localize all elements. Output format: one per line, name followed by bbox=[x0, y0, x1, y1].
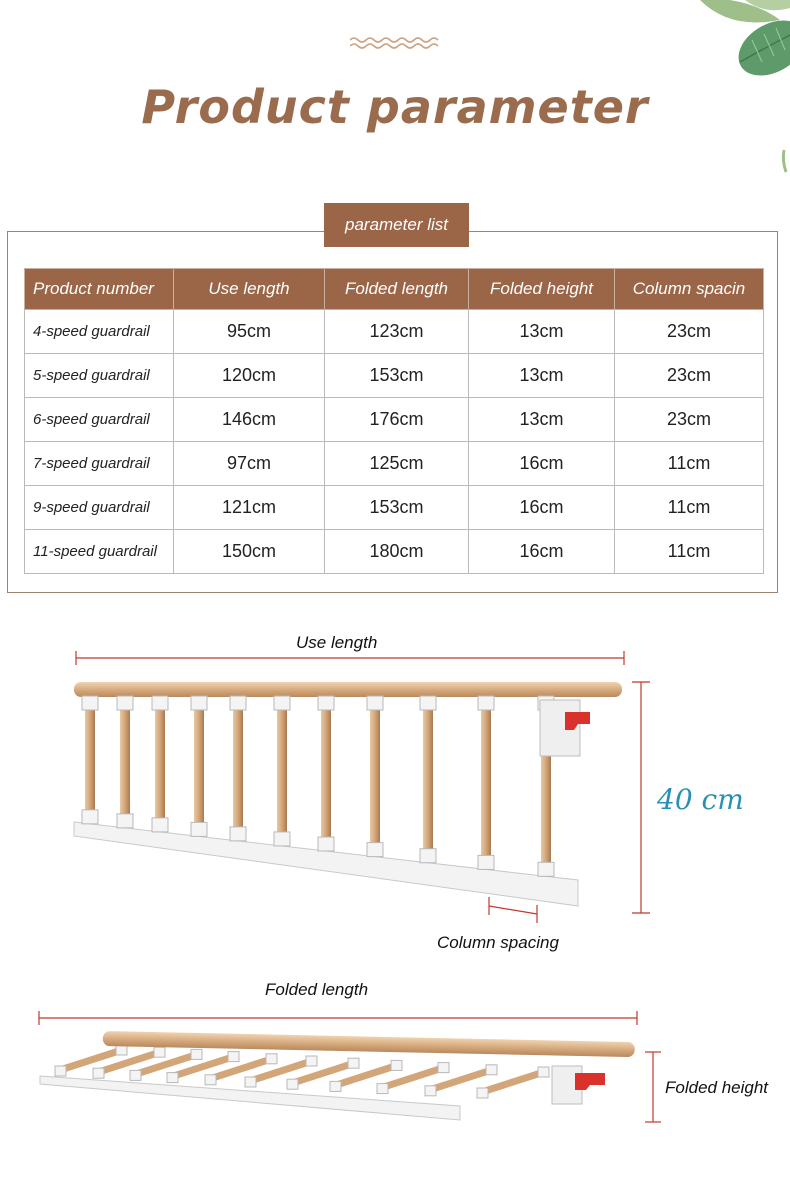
folded-length-label: Folded length bbox=[265, 980, 369, 999]
column-header: Column spacin bbox=[615, 269, 764, 310]
folded-slat bbox=[55, 1045, 127, 1076]
table-cell: 9-speed guardrail bbox=[25, 486, 174, 530]
guardrail-post bbox=[367, 696, 383, 857]
use-length-dimension-line bbox=[76, 651, 624, 665]
column-header: Folded height bbox=[469, 269, 615, 310]
parameter-list-tab: parameter list bbox=[324, 203, 469, 247]
table-cell: 11cm bbox=[615, 442, 764, 486]
table-cell: 95cm bbox=[174, 310, 325, 354]
guardrail-post bbox=[117, 696, 133, 828]
table-cell: 176cm bbox=[325, 398, 469, 442]
guardrail-post bbox=[478, 696, 494, 869]
guardrail-post bbox=[152, 696, 168, 832]
table-cell: 16cm bbox=[469, 442, 615, 486]
table-cell: 153cm bbox=[325, 354, 469, 398]
table-cell: 7-speed guardrail bbox=[25, 442, 174, 486]
folded-slat bbox=[205, 1054, 277, 1085]
page-title: Product parameter bbox=[141, 80, 649, 134]
column-header: Use length bbox=[174, 269, 325, 310]
guardrail-post bbox=[191, 696, 207, 836]
table-cell: 4-speed guardrail bbox=[25, 310, 174, 354]
table-cell: 146cm bbox=[174, 398, 325, 442]
guardrail-post bbox=[274, 696, 290, 846]
guardrail-post bbox=[318, 696, 334, 851]
column-header: Product number bbox=[25, 269, 174, 310]
table-cell: 23cm bbox=[615, 398, 764, 442]
height-dimension-line bbox=[632, 682, 650, 913]
table-cell: 11cm bbox=[615, 530, 764, 574]
height-label: 40 cm bbox=[657, 783, 744, 816]
column-header: Folded length bbox=[325, 269, 469, 310]
table-cell: 5-speed guardrail bbox=[25, 354, 174, 398]
table-cell: 11-speed guardrail bbox=[25, 530, 174, 574]
table-cell: 16cm bbox=[469, 530, 615, 574]
use-length-label: Use length bbox=[296, 633, 378, 652]
table-cell: 120cm bbox=[174, 354, 325, 398]
table-cell: 121cm bbox=[174, 486, 325, 530]
column-spacing-marker bbox=[489, 897, 537, 923]
folded-height-label: Folded height bbox=[665, 1078, 769, 1097]
guardrail-post bbox=[230, 696, 246, 841]
folded-height-dimension-line bbox=[645, 1052, 661, 1122]
guardrail-upright-illustration bbox=[74, 682, 622, 906]
folded-slat bbox=[167, 1052, 239, 1083]
guardrail-post bbox=[82, 696, 98, 824]
table-cell: 6-speed guardrail bbox=[25, 398, 174, 442]
table-cell: 123cm bbox=[325, 310, 469, 354]
table-cell: 16cm bbox=[469, 486, 615, 530]
table-cell: 11cm bbox=[615, 486, 764, 530]
table-cell: 13cm bbox=[469, 354, 615, 398]
guardrail-folded-illustration bbox=[40, 1031, 635, 1120]
folded-slat bbox=[130, 1049, 202, 1080]
folded-slat bbox=[93, 1047, 165, 1078]
table-cell: 180cm bbox=[325, 530, 469, 574]
table-cell: 97cm bbox=[174, 442, 325, 486]
folded-length-dimension-line bbox=[39, 1011, 637, 1025]
table-cell: 23cm bbox=[615, 310, 764, 354]
table-cell: 23cm bbox=[615, 354, 764, 398]
table-cell: 13cm bbox=[469, 398, 615, 442]
table-cell: 13cm bbox=[469, 310, 615, 354]
table-cell: 153cm bbox=[325, 486, 469, 530]
guardrail-post bbox=[420, 696, 436, 863]
table-cell: 150cm bbox=[174, 530, 325, 574]
column-spacing-label: Column spacing bbox=[437, 933, 559, 952]
table-cell: 125cm bbox=[325, 442, 469, 486]
